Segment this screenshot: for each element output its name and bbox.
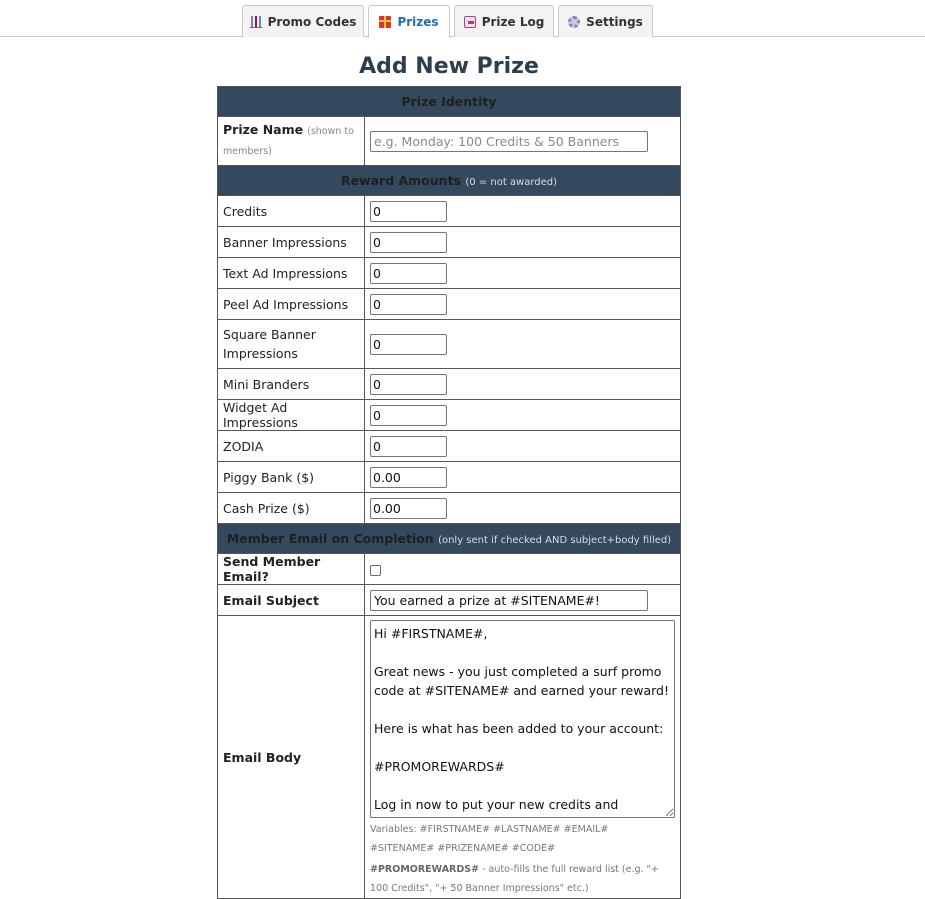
email-body-label: Email Body — [218, 616, 365, 899]
piggy-bank-input[interactable] — [370, 467, 447, 488]
prize-name-label: Prize Name — [223, 122, 304, 137]
reward-label: Credits — [218, 196, 365, 227]
section-header-email — [218, 524, 681, 554]
reward-row-text-ad-impressions — [218, 258, 681, 289]
reward-label: Piggy Bank ($) — [218, 462, 365, 493]
section-title: Prize Identity — [218, 87, 681, 117]
tab-promo-codes[interactable] — [242, 5, 364, 37]
reward-label: Square Banner Impressions — [218, 320, 365, 369]
promo-rewards-help — [370, 860, 675, 898]
email-subject-row — [218, 585, 681, 616]
gift-icon — [379, 16, 391, 28]
section-title-cell — [218, 166, 681, 196]
send-email-label: Send Member Email? — [218, 554, 365, 585]
reward-label: ZODIA — [218, 431, 365, 462]
tab-bar — [0, 0, 925, 37]
prize-name-hint: (shown to members) — [223, 126, 354, 157]
promo-rewards-desc: - auto-fills the full reward list (e.g. "+ 100 Credits", "+ 50 Banner Impressions" etc.) — [370, 864, 659, 894]
section-title: Member Email on Completion — [226, 531, 434, 546]
email-subject-label: Email Subject — [218, 585, 365, 616]
reward-label: Banner Impressions — [218, 227, 365, 258]
section-title: Reward Amounts — [340, 173, 461, 188]
email-variables-help: Variables: #FIRSTNAME# #LASTNAME# #EMAIL# #SITENAME# #PRIZENAME# #CODE# — [370, 824, 609, 854]
peel-ad-impressions-input[interactable] — [370, 294, 447, 315]
reward-row-credits — [218, 196, 681, 227]
section-note: (only sent if checked AND subject+body filled) — [438, 535, 672, 546]
reward-label: Peel Ad Impressions — [218, 289, 365, 320]
reward-row-banner-impressions — [218, 227, 681, 258]
send-email-checkbox[interactable] — [370, 565, 381, 576]
prize-form-table — [217, 86, 681, 899]
zodia-input[interactable] — [370, 436, 447, 457]
reward-row-widget-ad-impressions — [218, 400, 681, 431]
cash-prize-input[interactable] — [370, 498, 447, 519]
page-title: Add New Prize — [359, 54, 539, 79]
reward-row-peel-ad-impressions — [218, 289, 681, 320]
log-icon — [464, 16, 476, 28]
tab-settings[interactable] — [558, 5, 653, 37]
promo-rewards-token: #PROMOREWARDS# — [370, 864, 480, 875]
text-ad-impressions-input[interactable] — [370, 263, 447, 284]
reward-label: Mini Branders — [218, 369, 365, 400]
section-header-rewards — [218, 166, 681, 196]
section-title-cell — [218, 524, 681, 554]
banner-impressions-input[interactable] — [370, 232, 447, 253]
prize-name-row — [218, 117, 681, 166]
reward-label: Cash Prize ($) — [218, 493, 365, 524]
tab-prize-log[interactable] — [454, 5, 554, 37]
email-body-cell — [365, 616, 681, 899]
mini-branders-input[interactable] — [370, 374, 447, 395]
prize-name-input[interactable] — [370, 131, 648, 152]
prize-name-input-cell — [365, 117, 681, 166]
section-header-identity — [218, 87, 681, 117]
reward-label: Text Ad Impressions — [218, 258, 365, 289]
tab-label: Promo Codes — [267, 14, 357, 29]
chart-icon — [250, 16, 262, 28]
tab-label: Settings — [586, 14, 643, 29]
reward-row-piggy-bank — [218, 462, 681, 493]
tab-label: Prize Log — [481, 14, 545, 29]
prize-name-label-cell — [218, 117, 365, 166]
gear-icon — [568, 16, 580, 28]
square-banner-impressions-input[interactable] — [370, 334, 447, 355]
email-subject-input[interactable] — [370, 590, 648, 611]
reward-row-cash-prize — [218, 493, 681, 524]
tab-prizes[interactable] — [368, 5, 450, 38]
reward-row-square-banner-impressions — [218, 320, 681, 369]
reward-row-zodia — [218, 431, 681, 462]
email-body-textarea[interactable] — [370, 620, 675, 818]
tab-label: Prizes — [397, 15, 439, 29]
send-email-row — [218, 554, 681, 585]
widget-ad-impressions-input[interactable] — [370, 405, 447, 426]
section-note: (0 = not awarded) — [465, 177, 558, 188]
email-body-row — [218, 616, 681, 899]
reward-row-mini-branders — [218, 369, 681, 400]
credits-input[interactable] — [370, 201, 447, 222]
reward-label: Widget Ad Impressions — [218, 400, 365, 431]
